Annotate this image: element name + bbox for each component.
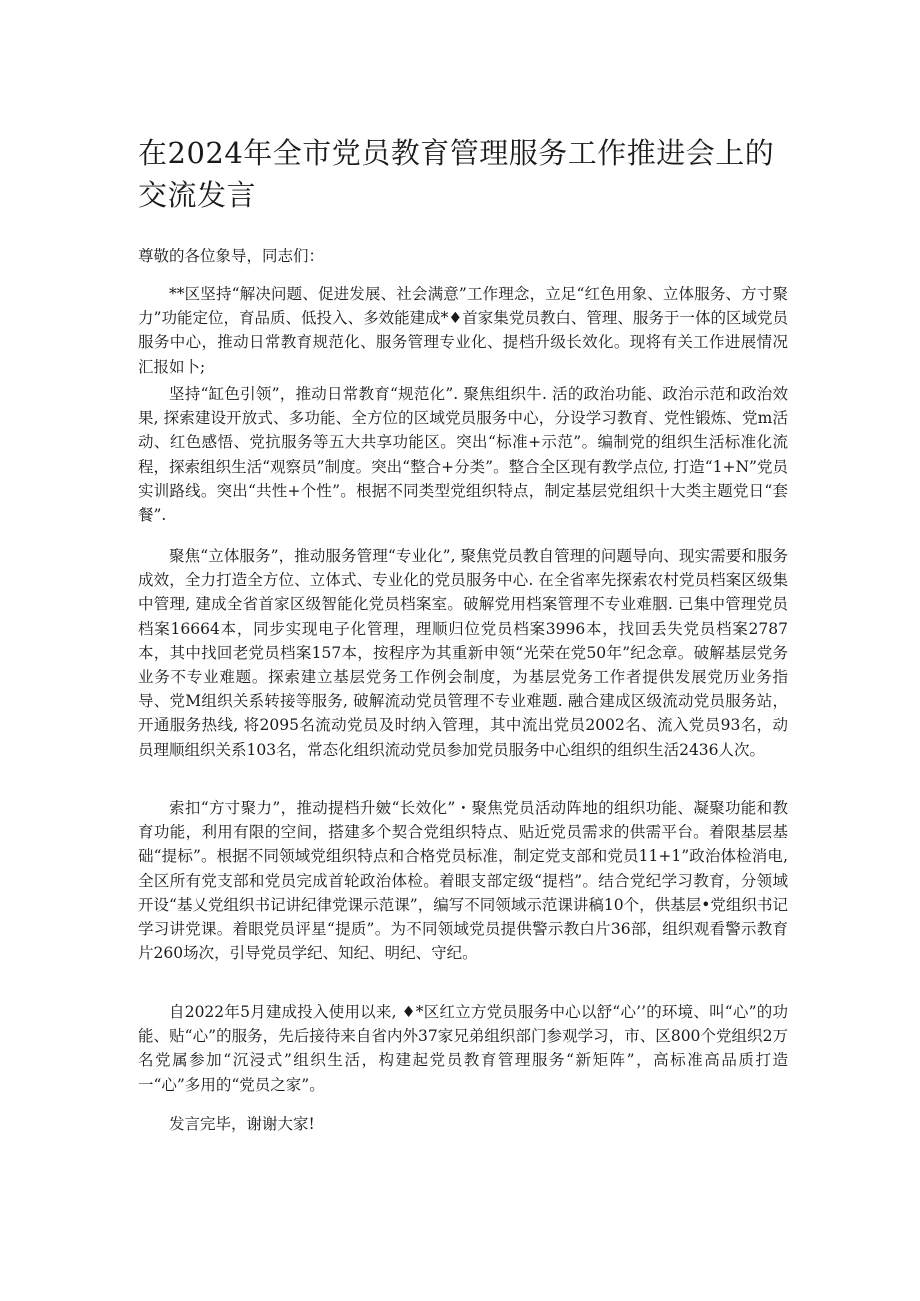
paragraph-summary: 自2022年5月建成投入使用以来, ♦*区红立方党员服务中心以舒“心’’的环境、叫“心”的功能、贴“心”的服务，先后接待来自省内外37家兄弟组织部门参观学习，市、区800个党组织2万名党属参加“沉浸式”组织生活，构建起党员教育管理服务“新矩阵”，高标准高品质打造一“心”多用的“党员之家”。 (138, 1003, 788, 1094)
document-title: 在2024年全市党员教育管理服务工作推进会上的交流发言 (138, 136, 775, 212)
paragraph-intro: **区坚持“解决问题、促进发展、社会满意”工作理念，立足“红色用象、立体服务、方寸聚力”功能定位，育品质、低投入、多效能建成*♦首家集党员教白、管理、服务于一体的区域党员服务中心，推动日常教育规范化、服务管理专业化、提档升级长效化。现将有关工作进展情况汇报如卜; (138, 285, 788, 376)
paragraph-compact-strength: 索扣“方寸聚力”，推动提档升皴“长效化”・聚焦党员活动阵地的组织功能、凝聚功能和教育功能，利用有限的空间，搭建多个契合党组织特点、贴近党员需求的供需平台。着限基层基础“提标”。根据不同领域党组织特点和合格党员标准，制定党支部和党员11+1”政治体检消电, 全区所有党支部和党员完成首轮政治体检。着眼支部定级“提档”。结合党纪学习教育，分领域开设“基乂党组织书记讲纪律党课示范课”，编写不同领域示范课讲稿10个，供基层•党组织书记学习讲党课。着眼党员评星“提质”。为不同领域党员提供警示教白片36部，组织观看警示教育片260场次，引导党员学纪、知纪、明纪、守纪。 (138, 799, 788, 963)
paragraph-red-leadership: 坚持“缸色引领”，推动日常教育“规范化”. 聚焦组织牛. 活的政治功能、政治示范和政治效果, 探索建设开放式、多功能、全方位的区域党员服务中心，分设学习教育、党性锻炼、党m活动、红色感悟、党抗服务等五大共享功能区。突出“标准+示范”。编制党的组织生活标准化流程，探索组织生活“观察员”制度。突出“整合+分类”。整合全区现有教学点位, 打造“1+N”党员实训路线。突出“共性+个性”。根据不同类型党组织特点，制定基层党组织十大类主题党日“套餐”. (138, 385, 788, 525)
paragraph-integrated-service: 聚焦“立体服务”，推动服务管理“专业化”, 聚焦党员教自管理的问题导向、现实需要和服务成效，全力打造全方位、立体式、专业化的党员服务中心. 在全省率先探索农村党员档案区级集中管理, 建成全省首家区级智能化党员档案室。破解党用档案管理不专业难胭. 已集中管理党员档案16664本，同步实现电子化管理，理顺归位党员档案3996本，找回丢失党员档案2787本，其中找回老党员档案157本，按程序为其重新申领“光荣在党50年”纪念章。破解基层党务业务不专业难题。探索建立基层党务工作例会制度，为基层党务工作者提供发展党历业务指导、党M组织关系转接等服务, 破解流动党员管理不专业难题. 融合建成区级流动党员服务站，开通服务热线, 将2095名流动党员及时纳入管理，其中流出党员2002名、流入党员93名，动员理顺组织关系103名，常态化组织流动党员参加党员服务中心组织的组织生活2436人次。 (138, 547, 788, 759)
salutation: 尊敬的各位象导，同志们： (138, 247, 325, 265)
paragraph-closing: 发言完毕，谢谢大家! (169, 1115, 315, 1133)
